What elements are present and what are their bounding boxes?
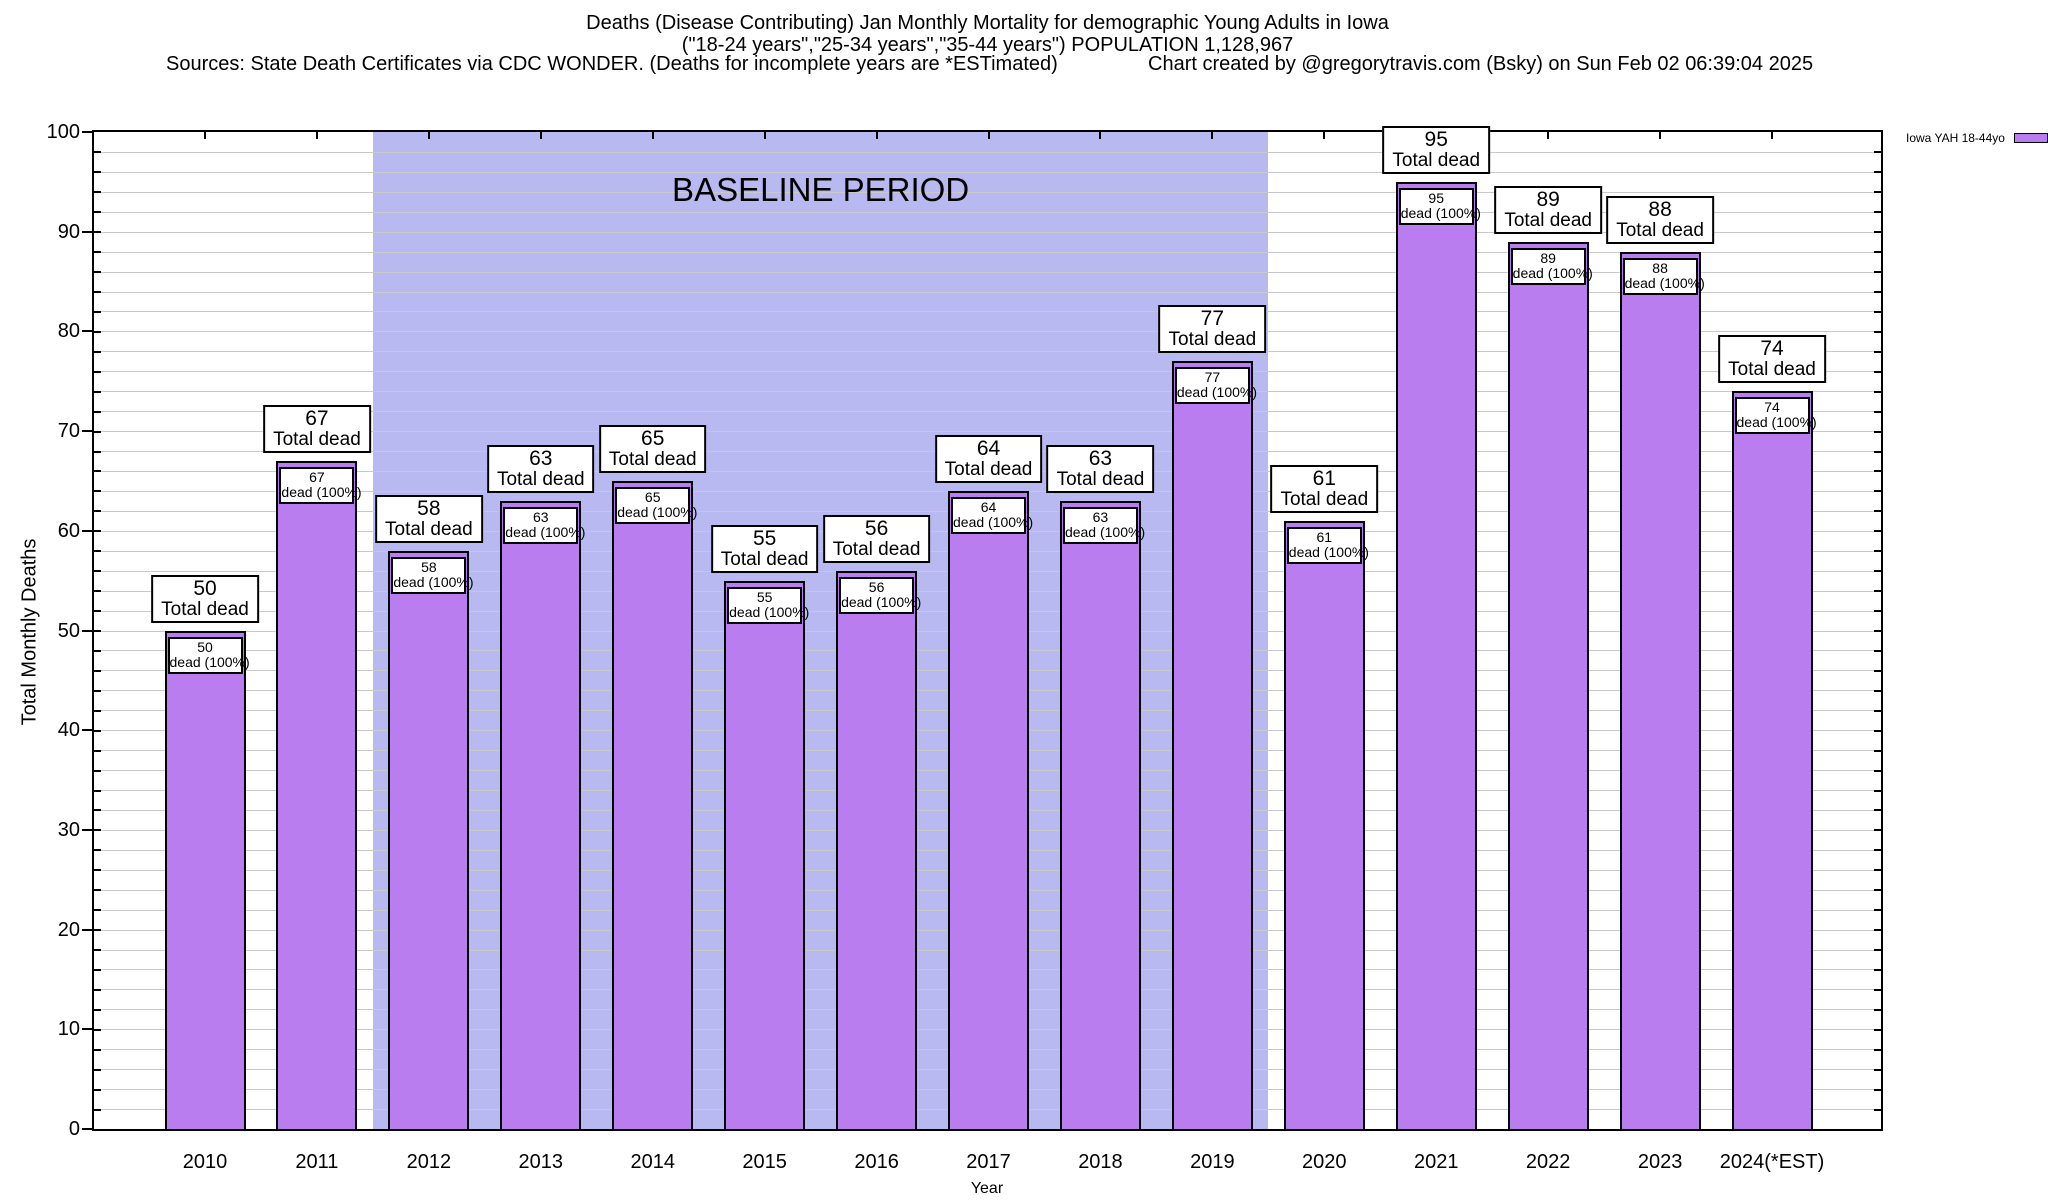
- y-tick-minor-right: [1874, 809, 1881, 811]
- y-tick-minor-left: [94, 809, 101, 811]
- y-tick-major: [82, 231, 92, 233]
- x-tick-label: 2017: [966, 1151, 1011, 1173]
- y-tick-minor-left: [94, 1009, 101, 1011]
- bar-inner-label-box: [1063, 507, 1146, 544]
- y-tick-minor-right: [1874, 271, 1881, 273]
- y-tick-minor-right: [1874, 291, 1881, 293]
- y-tick-minor-left: [94, 670, 101, 672]
- bar-total-value: 77: [1200, 307, 1225, 331]
- bar-total-value: 64: [976, 436, 1001, 460]
- y-tick-minor-left: [94, 1069, 101, 1071]
- y-tick-minor-left: [94, 411, 101, 413]
- y-tick-minor-left: [94, 710, 101, 712]
- bar-2012: [388, 551, 474, 1129]
- bar-total-label-box: [1047, 445, 1155, 493]
- x-tick-top: [1211, 132, 1213, 139]
- y-tick-minor-left: [94, 1049, 101, 1051]
- x-tick-label: 2020: [1302, 1151, 1347, 1173]
- bar-total-value: 74: [1760, 337, 1784, 361]
- bar-inner-value: 95: [1428, 189, 1444, 206]
- y-tick-minor-left: [94, 829, 101, 831]
- bar-inner-value: 50: [197, 638, 213, 655]
- bar-total-label: Total dead: [1728, 359, 1816, 381]
- x-tick-label: 2019: [1190, 1151, 1235, 1173]
- y-tick-minor-right: [1874, 650, 1881, 652]
- y-tick-minor-left: [94, 1089, 101, 1091]
- bar-inner-note: dead (100%): [953, 513, 1034, 530]
- bar-total-value: 56: [864, 516, 889, 540]
- y-tick-minor-right: [1874, 1069, 1881, 1071]
- y-tick-minor-right: [1874, 610, 1881, 612]
- y-tick-label: 10: [57, 1018, 80, 1041]
- bar-total-value: 61: [1312, 466, 1336, 490]
- bar-inner-note: dead (100%): [1288, 543, 1369, 560]
- bar-total-label-box: [151, 575, 259, 623]
- y-tick-minor-right: [1874, 849, 1881, 851]
- bar-inner-label-box: [391, 557, 474, 594]
- bar-total-value: 50: [193, 576, 217, 600]
- bar-total-label: Total dead: [385, 518, 473, 540]
- y-tick-minor-left: [94, 470, 101, 472]
- y-tick-minor-left: [94, 451, 101, 453]
- bar-total-value: 58: [417, 496, 441, 520]
- gridline: [94, 371, 1881, 372]
- bar-inner-label-box: [1399, 188, 1481, 225]
- y-tick-minor-left: [94, 351, 101, 353]
- x-tick-top: [540, 132, 542, 139]
- x-tick-label: 2015: [742, 1151, 787, 1173]
- y-tick-minor-left: [94, 690, 101, 692]
- y-tick-minor-left: [94, 730, 101, 732]
- bar-total-value: 63: [529, 446, 553, 470]
- bar-total-label: Total dead: [496, 468, 585, 490]
- bar-inner-label-box: [1175, 367, 1258, 404]
- y-tick-label: 60: [57, 519, 80, 542]
- bar-total-value: 89: [1536, 187, 1560, 211]
- bar-inner-note: dead (100%): [505, 523, 586, 540]
- bar-total-label: Total dead: [1168, 329, 1257, 351]
- y-tick-minor-right: [1874, 670, 1881, 672]
- bar-inner-label-box: [503, 507, 586, 544]
- y-tick-minor-left: [94, 231, 101, 233]
- y-tick-minor-left: [94, 510, 101, 512]
- sources-note: Sources: State Death Certificates via CDC WONDER. (Deaths for incomplete years are *ESTimated): [166, 53, 1058, 75]
- x-tick-label: 2010: [182, 1151, 228, 1173]
- bar-total-label-box: [599, 425, 707, 473]
- y-tick-minor-right: [1874, 151, 1881, 153]
- x-tick-label: 2023: [1637, 1151, 1683, 1173]
- x-tick-top: [988, 132, 990, 139]
- y-tick-minor-left: [94, 570, 101, 572]
- y-tick-minor-left: [94, 610, 101, 612]
- y-tick-minor-right: [1874, 530, 1881, 532]
- bar-total-label-box: [263, 405, 371, 453]
- gridline: [94, 172, 1881, 173]
- y-tick-minor-left: [94, 371, 101, 373]
- bar-total-label: Total dead: [1056, 468, 1145, 490]
- y-tick-label: 40: [57, 719, 80, 742]
- y-tick-label: 90: [57, 220, 80, 243]
- y-tick-minor-left: [94, 849, 101, 851]
- x-tick-top: [316, 132, 318, 139]
- x-tick-label: 2022: [1525, 1151, 1571, 1173]
- bar-2016: [836, 571, 922, 1129]
- bar-total-value: 65: [641, 426, 665, 450]
- y-tick-minor-right: [1874, 949, 1881, 951]
- y-tick-minor-left: [94, 331, 101, 333]
- x-tick-label: 2024(*EST): [1719, 1151, 1825, 1173]
- bar-inner-note: dead (100%): [1064, 523, 1146, 540]
- bar-inner-note: dead (100%): [1624, 274, 1705, 291]
- y-tick-minor-right: [1874, 630, 1881, 632]
- y-tick-minor-right: [1874, 351, 1881, 353]
- y-tick-minor-right: [1874, 510, 1881, 512]
- y-tick-minor-left: [94, 191, 101, 193]
- gridline: [94, 351, 1881, 352]
- y-tick-minor-right: [1874, 1049, 1881, 1051]
- bar-inner-note: dead (100%): [1736, 414, 1817, 431]
- bar-inner-value: 56: [868, 578, 885, 595]
- y-tick-minor-right: [1874, 929, 1881, 931]
- y-tick-label: 100: [46, 121, 80, 143]
- y-tick-minor-right: [1874, 211, 1881, 213]
- y-tick-label: 70: [57, 420, 80, 443]
- x-tick-label: 2021: [1413, 1151, 1459, 1173]
- y-tick-minor-left: [94, 490, 101, 492]
- y-tick-minor-right: [1874, 1009, 1881, 1011]
- bar-total-label: Total dead: [944, 458, 1033, 480]
- gridline: [94, 272, 1881, 273]
- x-tick-top: [1771, 132, 1773, 139]
- y-tick-major: [82, 829, 92, 831]
- bar-2014: [612, 481, 698, 1129]
- y-tick-minor-left: [94, 291, 101, 293]
- y-tick-major: [82, 330, 92, 332]
- bar-inner-value: 77: [1204, 369, 1221, 386]
- x-tick-top: [1323, 132, 1325, 139]
- y-tick-minor-left: [94, 151, 101, 153]
- plot-area: [92, 127, 1883, 1131]
- y-tick-minor-left: [94, 750, 101, 752]
- y-tick-minor-left: [94, 391, 101, 393]
- y-tick-minor-left: [94, 869, 101, 871]
- x-tick-label: 2018: [1078, 1151, 1123, 1173]
- bar-inner-value: 61: [1316, 528, 1333, 545]
- y-tick-minor-right: [1874, 311, 1881, 313]
- y-tick-minor-right: [1874, 570, 1881, 572]
- x-tick-label: 2012: [406, 1151, 452, 1173]
- gridline: [94, 391, 1881, 392]
- gridline: [94, 331, 1881, 332]
- bar-inner-value: 74: [1764, 399, 1780, 416]
- bar-inner-value: 67: [309, 469, 325, 486]
- x-tick-top: [204, 132, 206, 139]
- bar-total-label-box: [823, 515, 931, 563]
- y-tick-major: [82, 530, 92, 532]
- y-tick-minor-right: [1874, 829, 1881, 831]
- bar-2015: [724, 581, 810, 1129]
- bar-inner-note: dead (100%): [169, 653, 250, 670]
- y-tick-minor-right: [1874, 989, 1881, 991]
- y-tick-minor-right: [1874, 969, 1881, 971]
- bar-inner-label-box: [839, 577, 922, 614]
- gridline: [94, 152, 1881, 153]
- y-tick-minor-right: [1874, 1089, 1881, 1091]
- bar-inner-note: dead (100%): [1176, 384, 1258, 401]
- bar-2022: [1508, 242, 1593, 1129]
- bar-2018: [1060, 501, 1146, 1129]
- bar-total-label-box: [1382, 126, 1490, 174]
- bar-total-label-box: [375, 495, 483, 543]
- y-tick-minor-left: [94, 1109, 101, 1111]
- bar-inner-label-box: [951, 497, 1034, 534]
- bar-total-value: 63: [1088, 446, 1113, 470]
- y-tick-minor-left: [94, 989, 101, 991]
- y-tick-minor-left: [94, 949, 101, 951]
- bar-2019: [1172, 361, 1258, 1129]
- y-tick-minor-left: [94, 271, 101, 273]
- bar-inner-label-box: [279, 467, 362, 504]
- y-tick-label: 30: [57, 818, 80, 841]
- y-tick-minor-right: [1874, 909, 1881, 911]
- bar-inner-note: dead (100%): [617, 503, 698, 520]
- bar-2017: [948, 491, 1034, 1129]
- bar-inner-value: 64: [980, 498, 997, 515]
- y-tick-minor-right: [1874, 690, 1881, 692]
- gridline: [94, 292, 1881, 293]
- bar-total-value: 67: [305, 407, 329, 431]
- y-tick-minor-right: [1874, 869, 1881, 871]
- y-tick-minor-left: [94, 530, 101, 532]
- x-tick-top: [1659, 132, 1661, 139]
- y-tick-minor-right: [1874, 490, 1881, 492]
- y-tick-minor-right: [1874, 770, 1881, 772]
- bar-2013: [500, 501, 586, 1129]
- bar-total-value: 88: [1648, 197, 1672, 221]
- y-tick-minor-right: [1874, 730, 1881, 732]
- x-tick-label: 2014: [630, 1151, 675, 1173]
- bar-total-label: Total dead: [720, 548, 809, 570]
- bar-total-value: 55: [752, 526, 777, 550]
- y-tick-major: [82, 729, 92, 731]
- bar-2020: [1284, 521, 1369, 1129]
- y-tick-minor-right: [1874, 251, 1881, 253]
- y-tick-label: 0: [68, 1118, 80, 1140]
- x-tick-label: 2013: [518, 1151, 564, 1173]
- y-tick-minor-left: [94, 790, 101, 792]
- y-tick-minor-left: [94, 311, 101, 313]
- y-tick-major: [82, 630, 92, 632]
- bar-inner-value: 88: [1652, 259, 1668, 276]
- gridline: [94, 311, 1881, 312]
- bar-inner-note: dead (100%): [393, 573, 474, 590]
- y-tick-major: [82, 1028, 92, 1030]
- y-tick-major: [82, 1128, 92, 1130]
- bar-inner-value: 58: [421, 558, 437, 575]
- x-tick-label: 2011: [295, 1151, 339, 1173]
- bar-total-label: Total dead: [273, 429, 361, 451]
- bar-2024(*EST): [1732, 391, 1817, 1129]
- bar-total-label: Total dead: [161, 598, 249, 620]
- y-tick-minor-right: [1874, 411, 1881, 413]
- y-tick-label: 50: [57, 619, 80, 642]
- credit-note: Chart created by @gregorytravis.com (Bsky) on Sun Feb 02 06:39:04 2025: [1148, 53, 1814, 75]
- bar-inner-note: dead (100%): [1400, 204, 1481, 221]
- gridline: [94, 192, 1881, 193]
- bar-total-label-box: [935, 435, 1043, 483]
- legend-series-label: Iowa YAH 18-44yo: [1906, 131, 2005, 145]
- y-tick-label: 20: [57, 918, 80, 941]
- bar-inner-label-box: [727, 587, 810, 624]
- bar-inner-label-box: [1287, 527, 1369, 564]
- bar-inner-value: 65: [644, 488, 661, 505]
- y-tick-minor-left: [94, 909, 101, 911]
- bar-inner-value: 63: [532, 508, 549, 525]
- baseline-period-text: BASELINE PERIOD: [672, 171, 970, 208]
- y-tick-minor-right: [1874, 331, 1881, 333]
- bar-total-label-box: [1494, 186, 1602, 234]
- y-tick-minor-right: [1874, 191, 1881, 193]
- y-tick-minor-right: [1874, 889, 1881, 891]
- y-tick-minor-right: [1874, 790, 1881, 792]
- bar-total-value: 95: [1424, 127, 1448, 151]
- bar-total-label-box: [711, 525, 819, 573]
- y-tick-minor-right: [1874, 710, 1881, 712]
- legend-color-swatch-icon: [2014, 133, 2048, 143]
- bar-total-label-box: [1159, 305, 1267, 353]
- y-tick-minor-left: [94, 929, 101, 931]
- bar-total-label: Total dead: [1280, 488, 1369, 510]
- y-tick-label: 80: [57, 320, 80, 343]
- y-tick-minor-left: [94, 590, 101, 592]
- y-tick-major: [82, 430, 92, 432]
- bar-total-label-box: [1606, 196, 1714, 244]
- x-tick-top: [876, 132, 878, 139]
- y-tick-minor-left: [94, 171, 101, 173]
- y-tick-minor-left: [94, 770, 101, 772]
- y-tick-major: [82, 131, 92, 133]
- bar-inner-value: 63: [1092, 508, 1109, 525]
- bar-total-label: Total dead: [1392, 149, 1481, 171]
- bar-total-label: Total dead: [608, 448, 697, 470]
- bar-inner-note: dead (100%): [841, 593, 922, 610]
- bar-total-label: Total dead: [1616, 219, 1704, 241]
- y-tick-minor-left: [94, 431, 101, 433]
- y-tick-minor-left: [94, 251, 101, 253]
- bar-inner-value: 55: [756, 588, 773, 605]
- bar-inner-value: 89: [1540, 249, 1556, 266]
- x-tick-top: [1547, 132, 1549, 139]
- x-tick-top: [652, 132, 654, 139]
- x-tick-label: 2016: [854, 1151, 899, 1173]
- x-tick-top: [764, 132, 766, 139]
- bar-total-label: Total dead: [1504, 209, 1592, 231]
- y-tick-minor-right: [1874, 431, 1881, 433]
- bar-inner-label-box: [1735, 397, 1817, 434]
- bar-inner-label-box: [1623, 258, 1705, 295]
- legend: [1906, 131, 2048, 145]
- y-tick-minor-right: [1874, 1109, 1881, 1111]
- bar-total-label-box: [1270, 465, 1378, 513]
- y-tick-minor-right: [1874, 590, 1881, 592]
- x-axis-title: Year: [970, 1180, 1004, 1197]
- y-tick-minor-left: [94, 1029, 101, 1031]
- y-tick-minor-left: [94, 650, 101, 652]
- bar-2011: [276, 461, 362, 1129]
- y-tick-minor-right: [1874, 371, 1881, 373]
- bar-2010: [165, 631, 250, 1130]
- y-tick-minor-right: [1874, 1029, 1881, 1031]
- bar-total-label: Total dead: [832, 538, 921, 560]
- x-tick-top: [1099, 132, 1101, 139]
- y-tick-minor-right: [1874, 451, 1881, 453]
- bar-2021: [1396, 182, 1481, 1129]
- bar-inner-note: dead (100%): [1512, 264, 1593, 281]
- y-tick-minor-left: [94, 969, 101, 971]
- chart-title-line2: ("18-24 years","25-34 years","35-44 years") POPULATION 1,128,967: [681, 34, 1294, 56]
- y-tick-minor-right: [1874, 550, 1881, 552]
- y-tick-major: [82, 929, 92, 931]
- y-tick-minor-left: [94, 630, 101, 632]
- x-tick-top: [428, 132, 430, 139]
- y-tick-minor-left: [94, 550, 101, 552]
- gridline: [94, 252, 1881, 253]
- bar-inner-label-box: [1511, 248, 1593, 285]
- bar-2023: [1620, 252, 1705, 1129]
- y-tick-minor-right: [1874, 231, 1881, 233]
- y-tick-minor-left: [94, 211, 101, 213]
- y-tick-minor-right: [1874, 470, 1881, 472]
- y-tick-minor-right: [1874, 171, 1881, 173]
- chart-title-line1: Deaths (Disease Contributing) Jan Monthly Mortality for demographic Young Adults in Iowa: [586, 12, 1389, 34]
- bar-inner-label-box: [615, 487, 698, 524]
- y-tick-minor-left: [94, 889, 101, 891]
- bar-inner-label-box: [168, 637, 250, 674]
- bar-total-label-box: [487, 445, 595, 493]
- y-axis-title: Total Monthly Deaths: [18, 538, 41, 726]
- bar-inner-note: dead (100%): [729, 603, 810, 620]
- bar-total-label-box: [1718, 335, 1826, 383]
- y-tick-minor-right: [1874, 391, 1881, 393]
- y-tick-minor-right: [1874, 750, 1881, 752]
- bar-inner-note: dead (100%): [281, 484, 362, 501]
